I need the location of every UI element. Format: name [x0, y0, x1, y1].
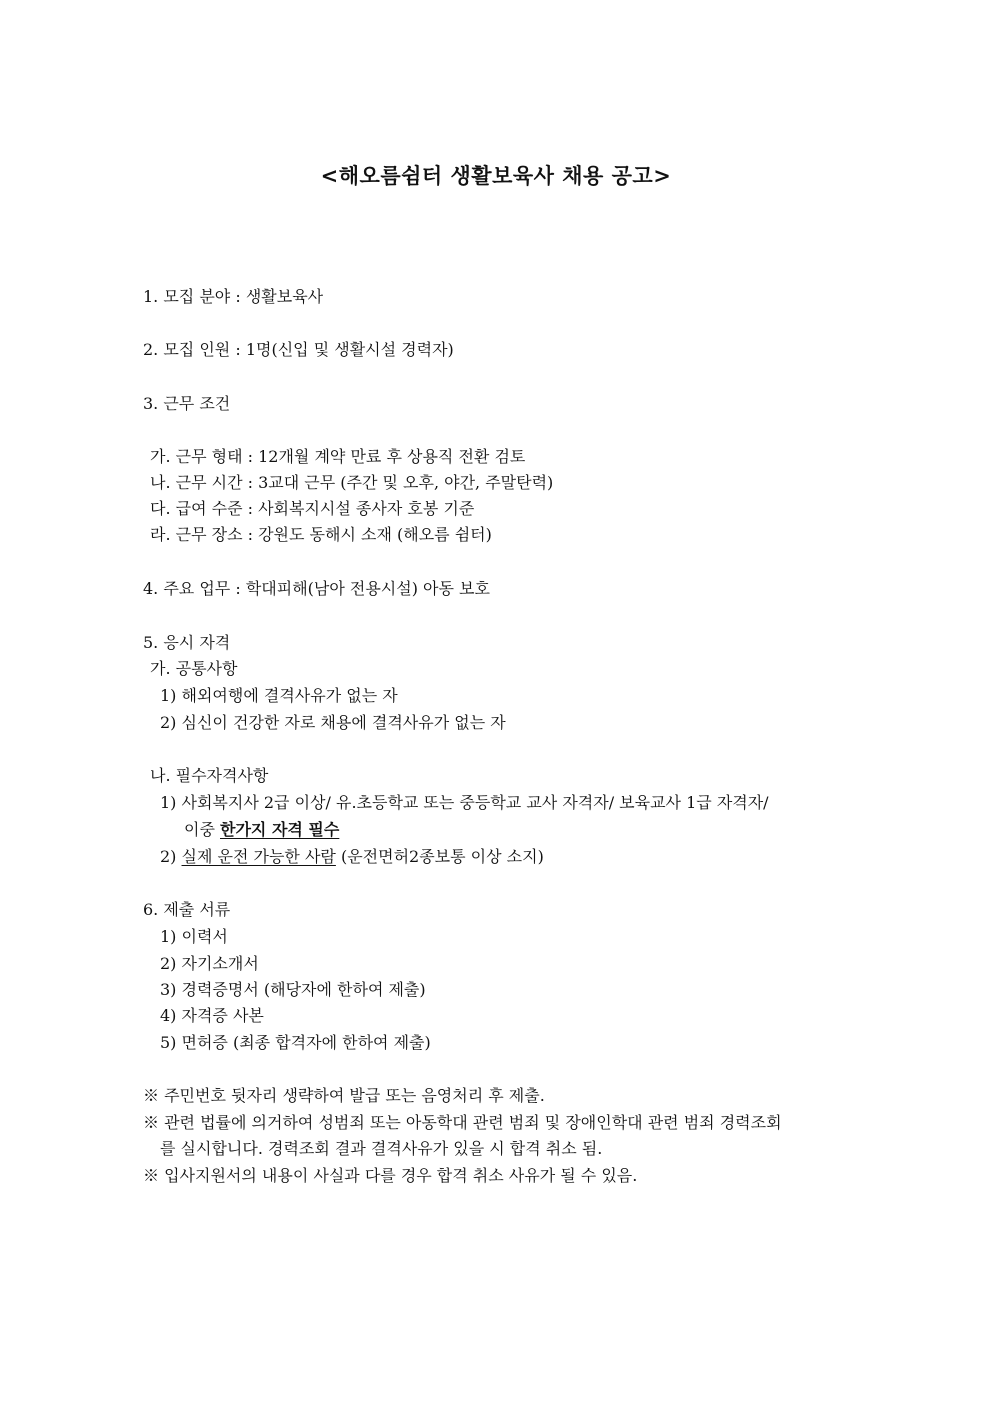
work-hours: 나. 근무 시간 : 3교대 근무 (주간 및 오후, 야간, 주말탄력): [150, 473, 554, 492]
section-1-recruit-field: 1. 모집 분야 : 생활보육사: [143, 287, 324, 306]
section-2-recruit-count: 2. 모집 인원 : 1명(신입 및 생활시설 경력자): [143, 340, 454, 359]
required-qualification-item-1: 1) 사회복지사 2급 이상/ 유.초등학교 또는 중등학교 교사 자격자/ 보육교사 1급 자격자/: [160, 793, 769, 812]
section-3-heading: 3. 근무 조건: [143, 394, 231, 413]
document-item: 3) 경력증명서 (해당자에 한하여 제출): [160, 980, 426, 999]
required-qualification-item-2: [160, 846, 544, 868]
document-item: 1) 이력서: [160, 927, 228, 946]
document-item: 2) 자기소개서: [160, 954, 259, 973]
work-type: 가. 근무 형태 : 12개월 계약 만료 후 상용직 전환 검토: [150, 447, 526, 466]
document-item: 4) 자격증 사본: [160, 1006, 264, 1025]
common-requirements-heading: 가. 공통사항: [150, 659, 238, 678]
qualification-2-suffix: (운전면허2종보통 이상 소지): [335, 847, 544, 866]
note-1: ※ 주민번호 뒷자리 생략하여 발급 또는 음영처리 후 제출.: [143, 1086, 545, 1105]
salary-level: 다. 급여 수준 : 사회복지시설 종사자 호봉 기준: [150, 499, 475, 518]
required-qualification-item-1-continuation: [184, 819, 339, 841]
document-item: 5) 면허증 (최종 합격자에 한하여 제출): [160, 1033, 431, 1052]
qualification-2-emphasis: 실제 운전 가능한 사람: [181, 847, 336, 866]
required-qualifications-heading: 나. 필수자격사항: [150, 766, 269, 785]
work-location: 라. 근무 장소 : 강원도 동해시 소재 (해오름 쉼터): [150, 525, 492, 544]
section-5-heading: 5. 응시 자격: [143, 633, 231, 652]
common-requirement-item: 2) 심신이 건강한 자로 채용에 결격사유가 없는 자: [160, 713, 506, 732]
section-6-heading: 6. 제출 서류: [143, 900, 231, 919]
page-title: <해오름쉼터 생활보육사 채용 공고>: [320, 163, 672, 188]
qualification-emphasis: 한가지 자격 필수: [220, 820, 340, 839]
note-3: ※ 입사지원서의 내용이 사실과 다를 경우 합격 취소 사유가 될 수 있음.: [143, 1166, 638, 1185]
qualification-2-prefix: 2): [160, 847, 182, 866]
section-4-main-duty: 4. 주요 업무 : 학대피해(남아 전용시설) 아동 보호: [143, 579, 490, 598]
qualification-prefix: 이중: [184, 820, 220, 839]
common-requirement-item: 1) 해외여행에 결격사유가 없는 자: [160, 686, 398, 705]
note-2-continuation: 를 실시합니다. 경력조회 결과 결격사유가 있을 시 합격 취소 됨.: [160, 1139, 603, 1158]
note-2: ※ 관련 법률에 의거하여 성범죄 또는 아동학대 관련 범죄 및 장애인학대 관련 범죄 경력조회: [143, 1113, 782, 1132]
